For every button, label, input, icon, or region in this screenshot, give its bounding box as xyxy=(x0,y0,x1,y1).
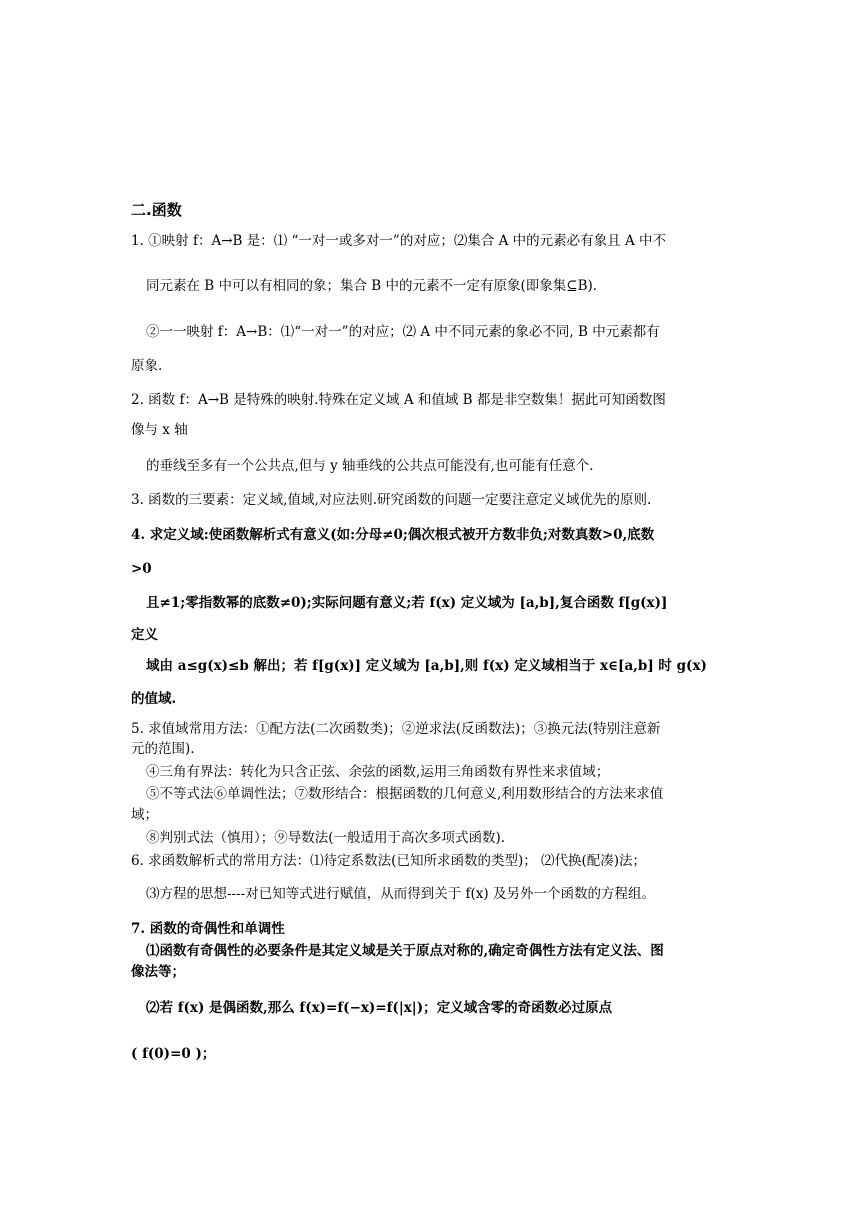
text-line: ⑤不等式法⑥单调性法；⑦数形结合：根据函数的几何意义,利用数形结合的方法来求值 xyxy=(146,786,664,802)
text-line: ⑵若 f(x) 是偶函数,那么 f(x)=f(−x)=f(|x|)；定义域含零的奇函数必过原点 xyxy=(146,1000,613,1016)
text-line: 的垂线至多有一个公共点,但与 y 轴垂线的公共点可能没有,也可能有任意个. xyxy=(146,458,594,474)
text-line: 2. 函数 f：A→B 是特殊的映射.特殊在定义域 A 和值域 B 都是非空数集！据此可知函数图 xyxy=(131,392,666,408)
text-line: 定义 xyxy=(131,627,158,643)
text-line: 1. ①映射 f：A→B 是：⑴ “一对一或多对一”的对应；⑵集合 A 中的元素必有象且 A 中不 xyxy=(131,233,666,249)
text-line: 且≠1;零指数幂的底数≠0);实际问题有意义;若 f(x) 定义域为 [a,b],复合函数 f[g(x)] xyxy=(146,595,668,611)
text-line: ( f(0)=0 )； xyxy=(131,1046,216,1062)
text-line: 5. 求值域常用方法：①配方法(二次函数类)；②逆求法(反函数法)；③换元法(特别注意新 xyxy=(131,721,661,737)
text-line: ②一一映射 f：A→B：⑴“一对一”的对应；⑵ A 中不同元素的象必不同, B 中元素都有 xyxy=(146,324,660,340)
text-line: 6. 求函数解析式的常用方法：⑴待定系数法(已知所求函数的类型)； ⑵代换(配凑)法； xyxy=(131,853,647,869)
text-line: 像法等； xyxy=(131,964,185,980)
text-line: 同元素在 B 中可以有相同的象；集合 B 中的元素不一定有原象(即象集⊆B)． xyxy=(146,278,607,294)
text-line: 3. 函数的三要素：定义域,值域,对应法则.研究函数的问题一定要注意定义域优先的原则. xyxy=(131,492,652,508)
text-line: ⑴函数有奇偶性的必要条件是其定义域是关于原点对称的,确定奇偶性方法有定义法、图 xyxy=(146,943,664,959)
text-line: 域由 a≤g(x)≤b 解出；若 f[g(x)] 定义域为 [a,b],则 f(x) 定义域相当于 x∈[a,b] 时 g(x) xyxy=(146,658,707,674)
text-line: ④三角有界法：转化为只含正弦、余弦的函数,运用三角函数有界性来求值域； xyxy=(146,764,610,780)
text-line: 原象. xyxy=(131,358,163,374)
text-line: ⑧判别式法（慎用）；⑨导数法(一般适用于高次多项式函数). xyxy=(146,830,506,846)
text-line: 的值域. xyxy=(131,691,177,707)
text-line: 像与 x 轴 xyxy=(131,422,188,438)
text-line: ⑶方程的思想----对已知等式进行赋值，从而得到关于 f(x) 及另外一个函数的方程组。 xyxy=(146,886,655,902)
text-line: 4. 求定义域:使函数解析式有意义(如:分母≠0;偶次根式被开方数非负;对数真数>0,底数 xyxy=(131,527,655,543)
text-line: 7. 函数的奇偶性和单调性 xyxy=(131,921,285,937)
text-line: >0 xyxy=(131,561,152,577)
text-line: 元的范围). xyxy=(131,741,195,757)
text-line: 域； xyxy=(131,807,158,823)
section-title: 二.函数 xyxy=(131,201,182,219)
